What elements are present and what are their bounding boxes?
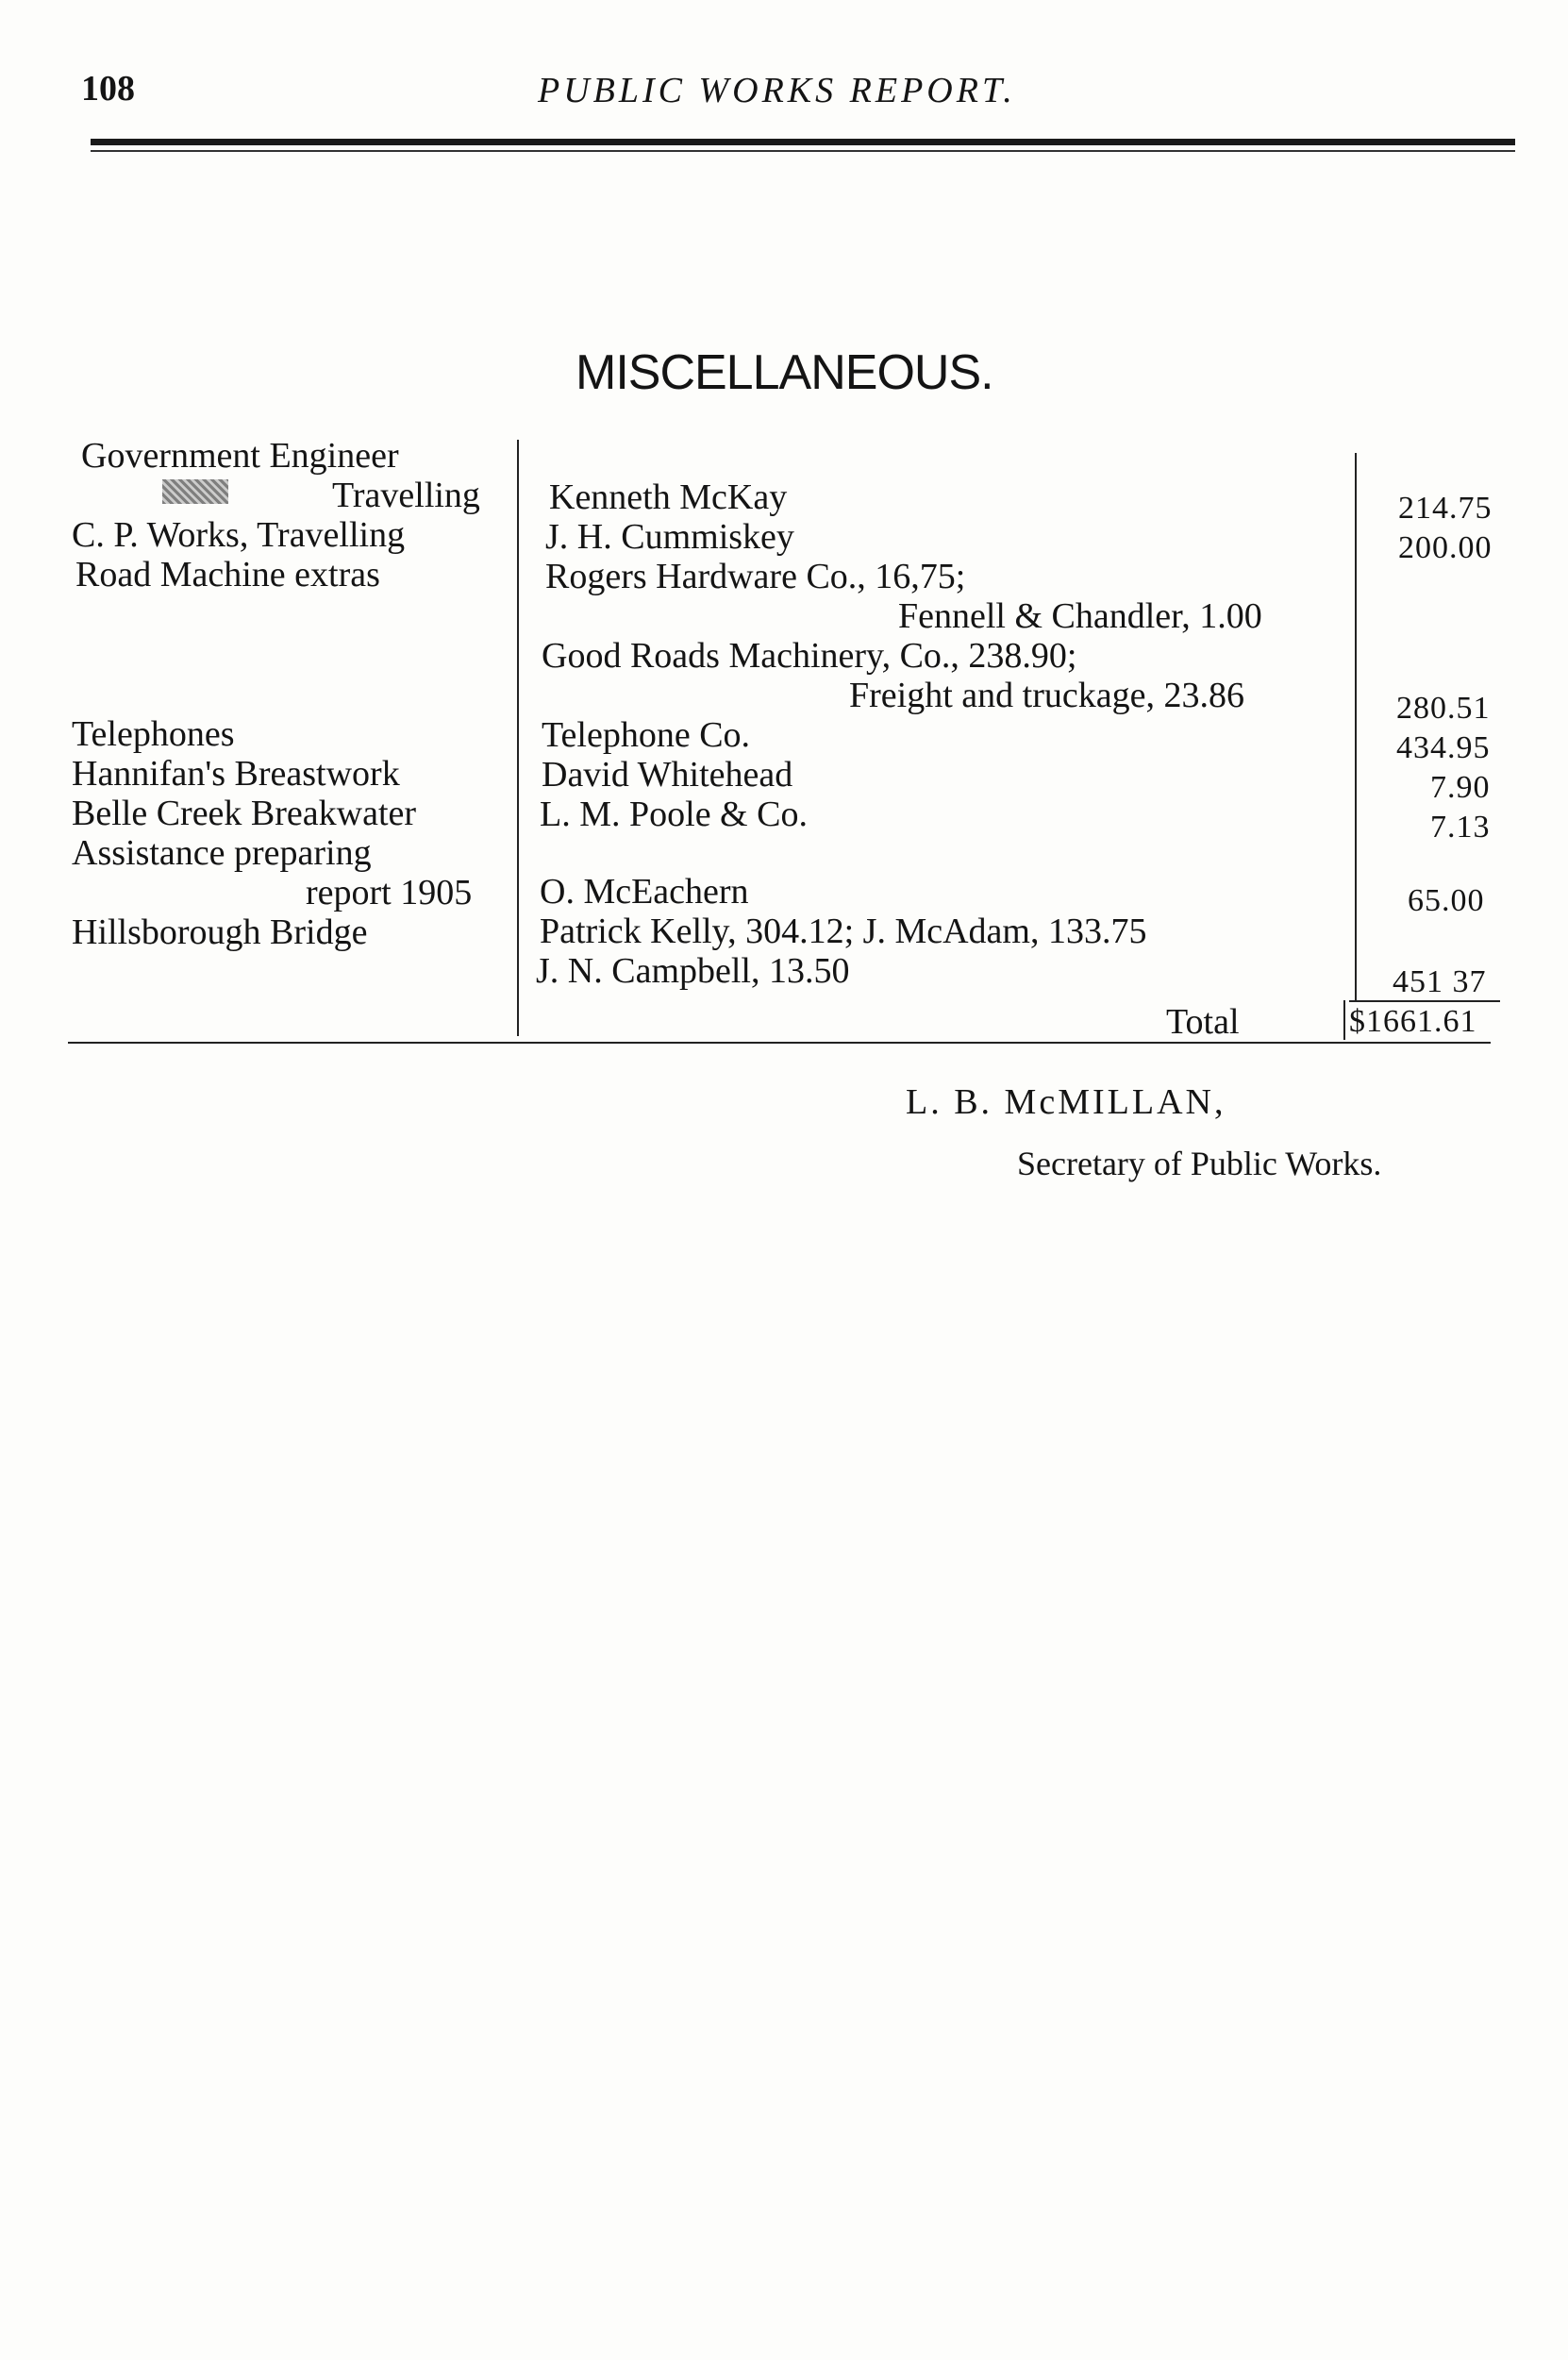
total-box-left — [1343, 1000, 1345, 1040]
payee-telephone-co: Telephone Co. — [542, 715, 751, 755]
table-bottom-rule — [68, 1042, 1491, 1044]
payee-david-whitehead: David Whitehead — [542, 755, 793, 795]
description-telephones: Telephones — [72, 714, 235, 754]
description-cp-works: C. P. Works, Travelling — [72, 515, 406, 555]
total-label: Total — [1166, 1002, 1240, 1042]
description-government-engineer: Government Engineer — [81, 436, 399, 476]
description-assistance-preparing: Assistance preparing — [72, 833, 372, 873]
signatory-name: L. B. McMILLAN, — [906, 1082, 1226, 1122]
amount-row: 280.51 — [1396, 691, 1491, 726]
payee-poole: L. M. Poole & Co. — [540, 795, 808, 834]
description-road-machine: Road Machine extras — [75, 555, 380, 594]
section-title: MISCELLANEOUS. — [575, 345, 993, 400]
amount-row: 214.75 — [1398, 491, 1493, 526]
amount-row: 451 37 — [1393, 964, 1487, 999]
payee-kelly-mcadam: Patrick Kelly, 304.12; J. McAdam, 133.75 — [540, 912, 1147, 951]
amount-row: 200.00 — [1398, 530, 1493, 565]
column-divider-left — [517, 440, 519, 1036]
payee-campbell: J. N. Campbell, 13.50 — [536, 951, 850, 991]
running-head: PUBLIC WORKS REPORT. — [538, 71, 1016, 110]
column-divider-right — [1355, 453, 1357, 1000]
description-hannifans-breastwork: Hannifan's Breastwork — [72, 754, 400, 794]
total-value: $1661.61 — [1349, 1004, 1477, 1039]
description-belle-creek: Belle Creek Breakwater — [72, 794, 417, 833]
header-rule-thin — [91, 150, 1515, 152]
payee-good-roads: Good Roads Machinery, Co., 238.90; — [542, 636, 1077, 676]
signatory-title: Secretary of Public Works. — [1017, 1145, 1382, 1182]
amount-row: 65.00 — [1408, 883, 1485, 918]
payee-fennell-chandler: Fennell & Chandler, 1.00 — [898, 596, 1262, 636]
payee-mceachern: O. McEachern — [540, 872, 749, 912]
page-number: 108 — [81, 69, 135, 109]
amount-row: 7.90 — [1430, 770, 1491, 805]
amount-row: 434.95 — [1396, 730, 1491, 765]
payee-cummiskey: J. H. Cummiskey — [545, 517, 794, 557]
payee-rogers-hardware: Rogers Hardware Co., 16,75; — [545, 557, 966, 596]
payee-kenneth-mckay: Kenneth McKay — [549, 477, 788, 517]
description-travelling: Travelling — [332, 476, 480, 515]
header-rule — [91, 139, 1515, 145]
description-report-1905: report 1905 — [306, 873, 473, 912]
description-hillsborough-bridge: Hillsborough Bridge — [72, 912, 368, 952]
ink-smudge — [162, 479, 228, 504]
payee-freight-truckage: Freight and truckage, 23.86 — [849, 676, 1244, 715]
amount-row: 7.13 — [1430, 810, 1491, 845]
